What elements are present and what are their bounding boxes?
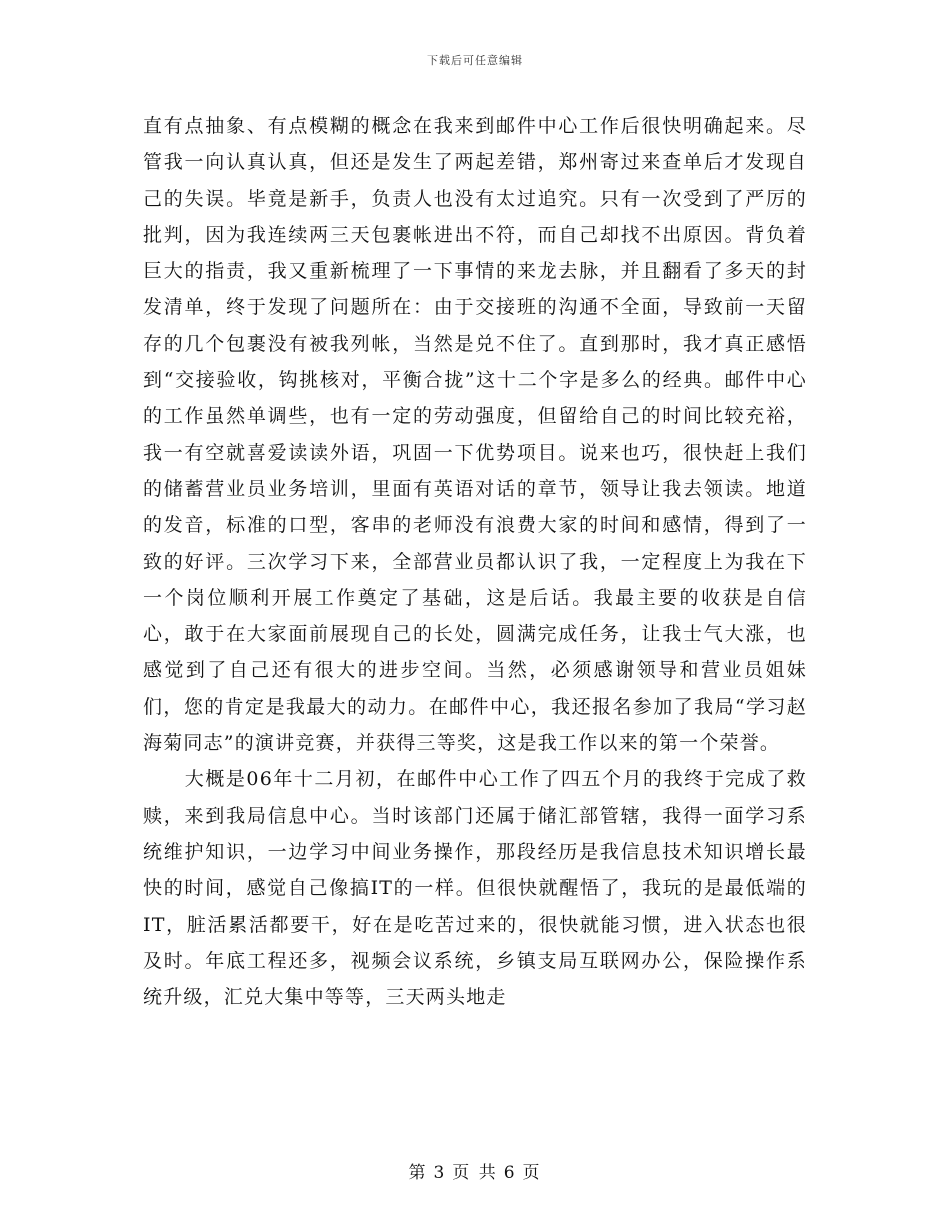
paragraph: 大概是06年十二月初，在邮件中心工作了四五个月的我终于完成了救赎，来到我局信息中心。当时该部门还属于储汇部管辖，我得一面学习系统维护知识，一边学习中间业务操作，那段经历是我信息技术知识增长最快的时间，感觉自己像搞IT的一样。但很快就醒悟了，我玩的是最低端的IT，脏活累活都要干，好在是吃苦过来的，很快就能习惯，进入状态也很及时。年底工程还多，视频会议系统，乡镇支局互联网办公，保险操作系统升级，汇兑大集中等等，三天两头地走 xyxy=(143,768,807,1009)
paragraph-continued: 直有点抽象、有点模糊的概念在我来到邮件中心工作后很快明确起来。尽管我一向认真认真，但还是发生了两起差错，郑州寄过来查单后才发现自己的失误。毕竟是新手，负责人也没有太过追究。只有一次受到了严厉的批判，因为我连续两三天包裹帐进出不符，而自己却找不出原因。背负着巨大的指责，我又重新梳理了一下事情的来龙去脉，并且翻看了多天的封发清单，终于发现了问题所在：由于交接班的沟通不全面，导致前一天留存的几个包裹没有被我列帐，当然是兑不住了。直到那时，我才真正感悟到“交接验收，钩挑核对，平衡合拢”这十二个字是多么的经典。邮件中心的工作虽然单调些，也有一定的劳动强度，但留给自己的时间比较充裕，我一有空就喜爱读读外语，巩固一下优势项目。说来也巧，很快赶上我们的储蓄营业员业务培训，里面有英语对话的章节，领导让我去领读。地道的发音，标准的口型，客串的老师没有浪费大家的时间和感情，得到了一致的好评。三次学习下来，全部营业员都认识了我，一定程度上为我在下一个岗位顺利开展工作奠定了基础，这是后话。我最主要的收获是自信心，敢于在大家面前展现自己的长处，圆满完成任务，让我士气大涨，也感觉到了自己还有很大的进步空间。当然，必须感谢领导和营业员姐妹们，您的肯定是我最大的动力。在邮件中心，我还报名参加了我局“学习赵海菊同志”的演讲竞赛，并获得三等奖，这是我工作以来的第一个荣誉。 xyxy=(143,115,807,755)
page-suffix: 页 xyxy=(522,1163,542,1183)
page-mid: 页 共 xyxy=(452,1163,498,1183)
page-current: 3 xyxy=(433,1163,447,1183)
page-header-note: 下载后可任意编辑 xyxy=(427,54,523,67)
page-number-footer xyxy=(0,1158,950,1183)
page-prefix: 第 xyxy=(408,1163,428,1183)
document-body xyxy=(143,108,807,1015)
page-total: 6 xyxy=(503,1163,517,1183)
